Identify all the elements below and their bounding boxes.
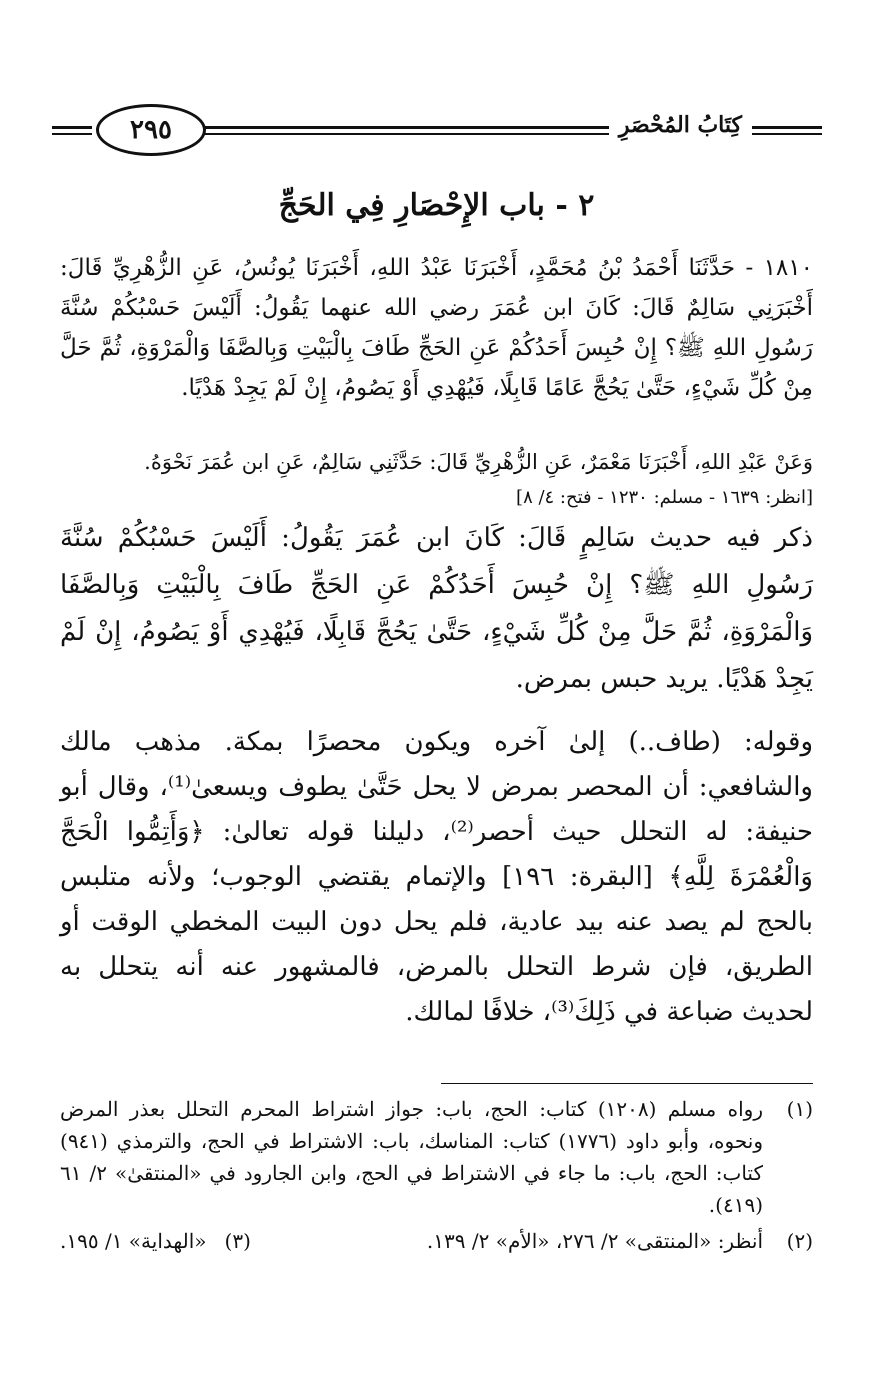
hadith-text: ١٨١٠ - حَدَّثَنَا أَحْمَدُ بْنُ مُحَمَّدٍ، أَخْبَرَنَا عَبْدُ اللهِ، أَخْبَرَنَا يُونُسُ، عَنِ الزُّهْرِيِّ قَالَ: أَخْبَرَنِي سَالِمٌ قَالَ: كَانَ ابن عُمَرَ رضي الله عنهما يَقُولُ: أَلَيْسَ حَسْبُكُمْ سُنَّةَ رَسُولِ اللهِ ﷺ؟ إِنْ حُبِسَ أَحَدُكُمْ عَنِ الحَجِّ طَافَ بِالْبَيْتِ وَبِالصَّفَا وَالْمَرْوَةِ، ثُمَّ حَلَّ مِنْ كُلِّ شَيْءٍ، حَتَّىٰ يَحُجَّ عَامًا قَابِلًا، فَيُهْدِي أَوْ يَصُومُ، إِنْ لَمْ يَجِدْ هَدْيًا. xyxy=(60,255,813,401)
footnote xyxy=(60,1225,251,1257)
commentary-paragraph-1: ذكر فيه حديث سَالِمٍ قَالَ: كَانَ ابن عُمَرَ يَقُولُ: أَلَيْسَ حَسْبُكُمْ سُنَّةَ رَسُولِ اللهِ ﷺ؟ إِنْ حُبِسَ أَحَدُكُمْ عَنِ الحَجِّ طَافَ بِالْبَيْتِ وَبِالصَّفَا وَالْمَرْوَةِ، ثُمَّ حَلَّ مِنْ كُلِّ شَيْءٍ، حَتَّىٰ يَحُجَّ قَابِلًا، فَيُهْدِي أَوْ يَصُومُ، إِنْ لَمْ يَجِدْ هَدْيًا. يريد حبس بمرض. xyxy=(60,523,813,694)
footnote-separator xyxy=(441,1083,813,1084)
hadith-cross-reference: [انظر: ١٦٣٩ - مسلم: ١٢٣٠ - فتح: ٤/ ٨] xyxy=(516,487,813,508)
header-rule xyxy=(52,126,92,129)
footnote xyxy=(427,1225,813,1257)
hadith-second-chain: وَعَنْ عَبْدِ اللهِ، أَخْبَرَنَا مَعْمَرٌ، عَنِ الزُّهْرِيِّ قَالَ: حَدَّثَنِي سَالِمٌ، عَنِ ابن عُمَرَ نَحْوَهُ. xyxy=(144,450,813,474)
footnote xyxy=(60,1093,813,1221)
footnote-text: أنظر: «المنتقى» ٢/ ٢٧٦، «الأم» ٢/ ١٣٩. xyxy=(426,1229,763,1253)
footnote-number: (١) xyxy=(786,1097,813,1121)
footnote-number: (٢) xyxy=(786,1229,813,1253)
book-title: كِتَابُ المُحْصَرِ xyxy=(609,112,752,138)
page-number: ٢٩٥ xyxy=(130,115,172,145)
footnote-row xyxy=(60,1225,813,1257)
page-number-badge xyxy=(96,104,206,156)
commentary-paragraph-2: وقوله: (طاف..) إلىٰ آخره ويكون محصرًا بمكة. مذهب مالك والشافعي: أن المحصر بمرض لا يحل حَتَّىٰ يطوف ويسعىٰ⁽¹⁾، وقال أبو حنيفة: له التحلل حيث أحصر⁽²⁾، دليلنا قوله تعالىٰ: ﴿وَأَتِمُّوا الْحَجَّ وَالْعُمْرَةَ لِلَّهِ﴾ [البقرة: ١٩٦] والإتمام يقتضي الوجوب؛ ولأنه متلبس بالحج لم يصد عنه بيد عادية، فلم يحل دون البيت المخطي الوقت أو الطريق، فإن شرط التحلل بالمرض، فالمشهور عنه أنه يتحلل به لحديث ضباعة في ذَلِكَ⁽³⁾، خلافًا لمالك. xyxy=(60,727,813,1027)
footnote-text: رواه مسلم (١٢٠٨) كتاب: الحج، باب: جواز اشتراط المحرم التحلل بعذر المرض ونحوه، وأبو داود (١٧٧٦) كتاب: المناسك، باب: الاشتراط في الحج، والترمذي (٩٤١) كتاب: الحج، باب: ما جاء في الاشتراط في الحج، وابن الجارود في «المنتقىٰ» ٢/ ٦١ (٤١٩). xyxy=(60,1097,763,1217)
footnotes xyxy=(60,1093,813,1257)
chapter-heading: ٢ - باب الإِحْصَارِ فِي الحَجِّ xyxy=(278,188,595,223)
footnote-number: (٣) xyxy=(224,1229,251,1253)
footnote-text: «الهداية» ١/ ١٩٥. xyxy=(60,1229,207,1253)
header-rule xyxy=(52,133,92,135)
running-header xyxy=(52,100,822,162)
